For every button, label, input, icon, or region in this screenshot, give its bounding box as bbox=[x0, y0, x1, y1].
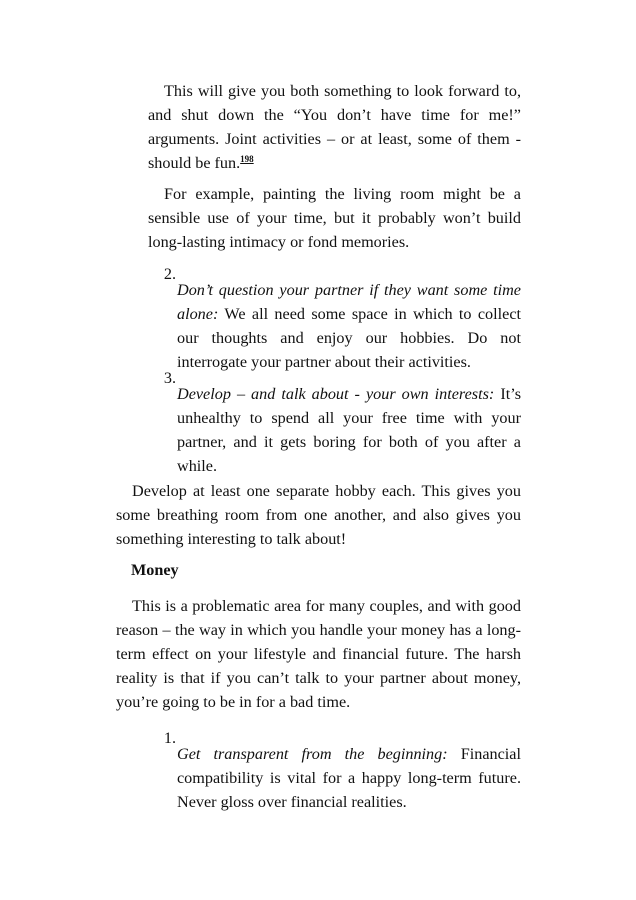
list-item-body bbox=[177, 278, 521, 374]
list-item-text: Financial compatibility is vital for a happy long-term future. Never gloss over financial realities. bbox=[177, 745, 521, 812]
list-item-number: 2. bbox=[163, 265, 176, 283]
list-item-body bbox=[177, 382, 521, 478]
list-item-text: We all need some space in which to collect our thoughts and enjoy our hobbies. Do not interrogate your partner about their activities. bbox=[177, 305, 521, 372]
footnote-marker[interactable]: 198 bbox=[240, 154, 254, 164]
list-item-number: 1. bbox=[163, 729, 176, 747]
paragraph-joint-activities bbox=[148, 79, 521, 175]
list-item-body bbox=[177, 742, 521, 814]
list-item-lead: Get transparent from the beginning: bbox=[177, 745, 448, 764]
paragraph-painting-example: For example, painting the living room might be a sensible use of your time, but it probably won’t build long-lasting intimacy or fond memories. bbox=[148, 185, 521, 251]
list-item-text: It’s unhealthy to spend all your free time with your partner, and it gets boring for both of you after a while. bbox=[177, 385, 522, 476]
paragraph-money-intro: This is a problematic area for many couples, and with good reason – the way in which you handle your money has a long-term effect on your lifestyle and financial future. The harsh reality is that if you can’t talk to your partner about money, you’re going to be in for a bad time. bbox=[116, 597, 521, 711]
list-item-lead: Don’t question your partner if they want some time alone: bbox=[177, 281, 521, 324]
list-item-number: 3. bbox=[163, 369, 176, 387]
paragraph-text: This will give you both something to look forward to, and shut down the “You don’t have time for me!” arguments. Joint activities – or at least, some of them - should be fun. bbox=[148, 82, 521, 172]
paragraph-separate-hobby: Develop at least one separate hobby each. This gives you some breathing room from one another, and also gives you something interesting to talk about! bbox=[116, 482, 521, 548]
list-item-lead: Develop – and talk about - your own interests: bbox=[177, 385, 495, 404]
section-heading-money: Money bbox=[131, 561, 179, 579]
